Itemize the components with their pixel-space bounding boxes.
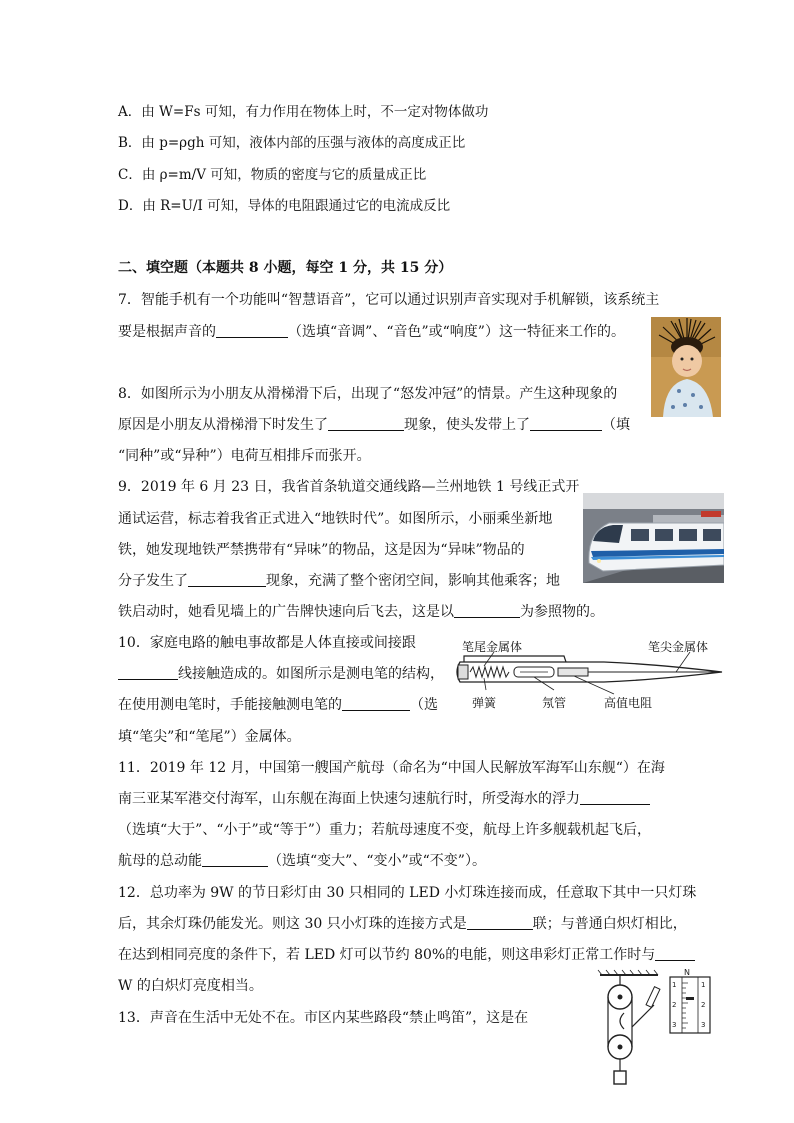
q10-line2: [118, 664, 444, 684]
q9-text-d: 为参照物的。: [520, 604, 604, 620]
q9-line2: 通试运营，标志着我省正式进入“地铁时代”。如图所示，小丽乘坐新地: [118, 511, 553, 527]
baby-static-hair-photo: [651, 317, 721, 417]
q9-text-a: 分子发生了: [118, 573, 188, 589]
q10-line3: [118, 695, 438, 715]
scale-tick-1-right: 1: [701, 981, 706, 989]
pen-tip-label: 笔尖金属体: [648, 640, 709, 654]
q11-text-a: 南三亚某军港交付海军，山东舰在海面上快速匀速航行时，所受海水的浮力: [118, 791, 580, 807]
q12-line1: 12．总功率为 9W 的节日彩灯由 30 只相同的 LED 小灯珠连接而成，任意取下其中一只灯珠: [118, 885, 697, 901]
scale-tick-2-right: 2: [701, 1001, 706, 1009]
scale-tick-2: 2: [672, 1001, 677, 1009]
q7-text-b: （选填“音调”、“音色”或“响度”）这一特征来工作的。: [288, 324, 625, 340]
q9-line4: [118, 571, 560, 591]
pen-spring-label: 弹簧: [472, 696, 497, 710]
q12-blank-2[interactable]: [655, 946, 695, 961]
q10-blank-2[interactable]: [342, 696, 410, 711]
choice-c: C．由 ρ=m/V 可知，物质的密度与它的质量成正比: [118, 167, 427, 183]
scale-tick-3: 3: [672, 1021, 677, 1029]
section-title: 二、填空题（本题共 8 小题，每空 1 分，共 15 分）: [118, 260, 453, 276]
q9-blank-1[interactable]: [188, 572, 266, 587]
q8-line1: 8．如图所示为小朋友从滑梯滑下后，出现了“怒发冲冠”的情景。产生这种现象的: [118, 386, 618, 402]
q9-line3: 铁，她发现地铁严禁携带有“异味”的物品，这是因为“异味”物品的: [118, 542, 525, 558]
q9-text-b: 现象，充满了整个密闭空间，影响其他乘客；地: [266, 573, 560, 589]
q9-line1: 9．2019 年 6 月 23 日，我省首条轨道交通线路—兰州地铁 1 号线正式开: [118, 479, 580, 495]
q8-blank-2[interactable]: [530, 416, 602, 431]
q10-text-d: （选: [410, 697, 438, 713]
q10-line4: 填“笔尖”和“笔尾”）金属体。: [118, 729, 301, 745]
q8-line3: “同种”或“异种”）电荷互相排斥而张开。: [118, 448, 371, 464]
q11-blank-2[interactable]: [202, 852, 268, 867]
q8-text-a: 原因是小朋友从滑梯滑下时发生了: [118, 417, 328, 433]
q11-line3: （选填“大于”、“小于”或“等于”）重力；若航母速度不变，航母上许多舰载机起飞后，: [118, 822, 651, 838]
choice-b: B．由 p=ρgh 可知，液体内部的压强与液体的高度成正比: [118, 135, 466, 151]
q12-blank-1[interactable]: [467, 915, 533, 930]
q11-line1: 11．2019 年 12 月，中国第一艘国产航母（命名为“中国人民解放军海军山东舰“）在海: [118, 760, 665, 776]
q9-text-c: 铁启动时，她看见墙上的广告牌快速向后飞去，这是以: [118, 604, 454, 620]
q7-blank[interactable]: [216, 323, 288, 338]
q11-text-b: 航母的总动能: [118, 853, 202, 869]
scale-tick-1: 1: [672, 981, 677, 989]
subway-train-photo: [583, 493, 724, 583]
q10-text-c: 在使用测电笔时，手能接触测电笔的: [118, 697, 342, 713]
q10-line1: 10．家庭电路的触电事故都是人体直接或间接跟: [118, 635, 416, 651]
q11-line2: [118, 789, 650, 809]
q12-line3: [118, 945, 695, 965]
pulley-spring-scale-diagram: [592, 967, 729, 1090]
q11-line4: [118, 851, 486, 871]
q7-line2: [118, 322, 625, 342]
q10-blank-1[interactable]: [118, 665, 178, 680]
q12-line4: W 的白炽灯亮度相当。: [118, 978, 263, 994]
choice-d: D．由 R=U/I 可知，导体的电阻跟通过它的电流成反比: [118, 198, 451, 214]
q11-text-c: （选填“变大”、“变小”或“不变”）。: [268, 853, 486, 869]
test-pen-diagram: [454, 634, 734, 714]
q7-line1: 7．智能手机有一个功能叫“智慧语音”，它可以通过识别声音实现对手机解锁，该系统主: [118, 292, 660, 308]
q12-text-c: 在达到相同亮度的条件下，若 LED 灯可以节约 80%的电能，则这串彩灯正常工作时与: [118, 947, 656, 963]
choice-a: A．由 W=Fs 可知，有力作用在物体上时，不一定对物体做功: [118, 104, 489, 120]
q8-blank-1[interactable]: [328, 416, 404, 431]
q12-text-a: 后，其余灯珠仍能发光。则这 30 只小灯珠的连接方式是: [118, 916, 467, 932]
pen-tail-label: 笔尾金属体: [462, 640, 523, 654]
pen-neon-label: 氖管: [542, 696, 567, 710]
scale-unit: N: [684, 968, 690, 977]
q10-text-b: 线接触造成的。如图所示是测电笔的结构，: [178, 666, 444, 682]
scale-tick-3-right: 3: [701, 1021, 706, 1029]
q9-blank-2[interactable]: [454, 603, 520, 618]
q7-text-a: 要是根据声音的: [118, 324, 216, 340]
q12-text-b: 联；与普通白炽灯相比，: [532, 916, 687, 932]
q13-line1: 13．声音在生活中无处不在。市区内某些路段“禁止鸣笛”，这是在: [118, 1010, 529, 1026]
q8-text-c: （填: [602, 417, 630, 433]
q9-line5: [118, 602, 604, 622]
q8-line2: [118, 415, 630, 435]
q11-blank-1[interactable]: [580, 790, 650, 805]
q12-line2: [118, 914, 687, 934]
pen-resistor-label: 高值电阻: [604, 696, 653, 710]
q8-text-b: 现象，使头发带上了: [404, 417, 530, 433]
